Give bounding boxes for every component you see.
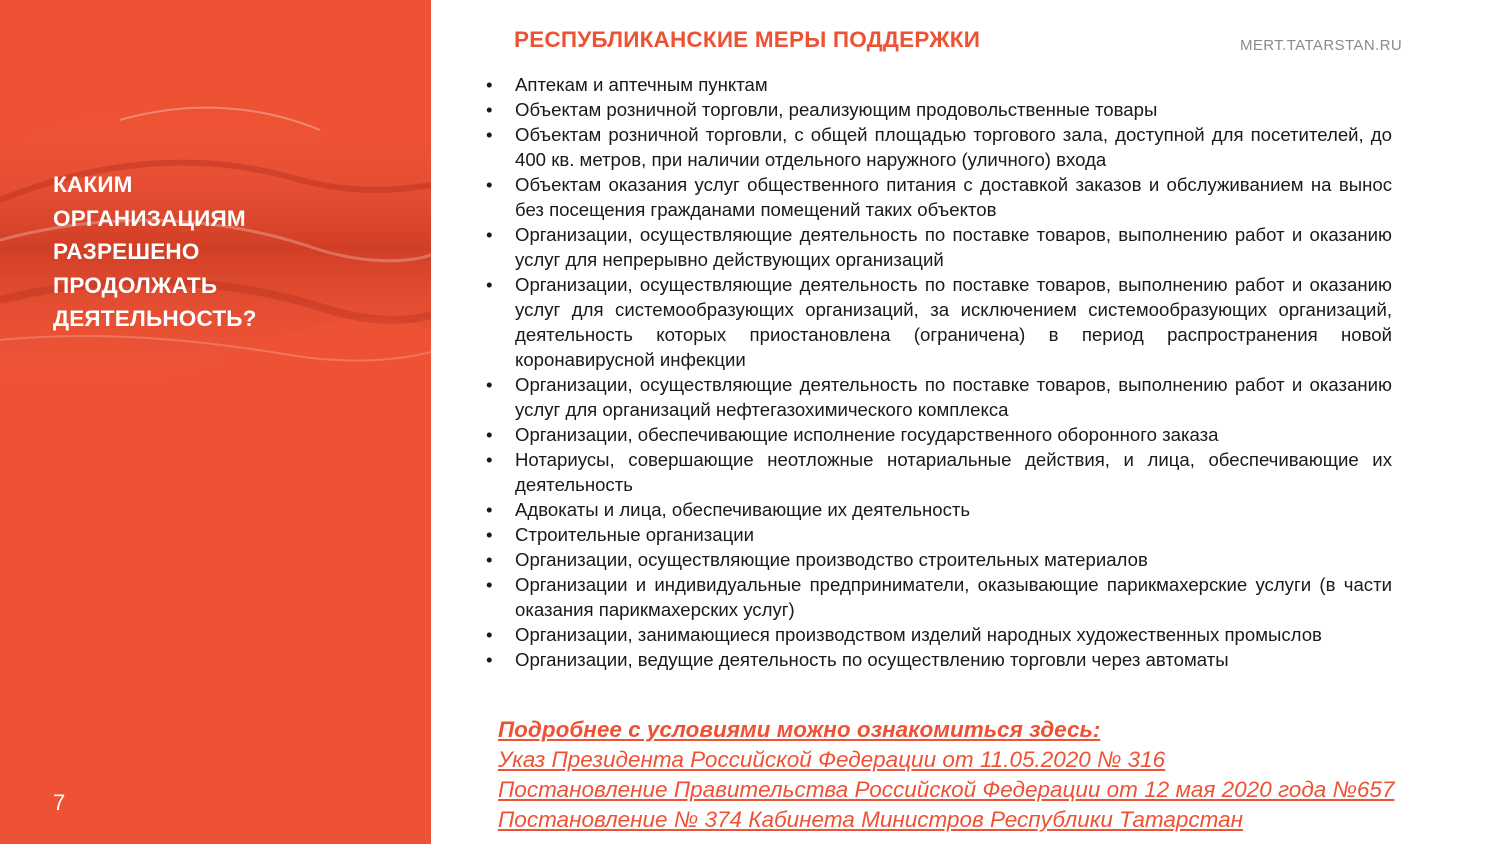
list-item: • Организации, осуществляющие деятельность по поставке товаров, выполнению работ и оказанию услуг для непрерывно действующих организаций bbox=[515, 222, 1392, 272]
heading-line: РАЗРЕШЕНО bbox=[53, 239, 200, 264]
list-item: • Объектам розничной торговли, реализующим продовольственные товары bbox=[515, 97, 1392, 122]
list-item: • Организации, осуществляющие деятельность по поставке товаров, выполнению работ и оказанию услуг для организаций нефтегазохимического комплекса bbox=[515, 372, 1392, 422]
list-item: • Организации, осуществляющие деятельность по поставке товаров, выполнению работ и оказанию услуг для системообразующих организаций, за исключением системообразующих организаций, деятельность которых приостановлена (ограничена) в период распространения новой коронавирусной инфекции bbox=[515, 272, 1392, 372]
site-url: MERT.TATARSTAN.RU bbox=[1240, 37, 1403, 54]
page-title: РЕСПУБЛИКАНСКИЕ МЕРЫ ПОДДЕРЖКИ bbox=[514, 27, 981, 52]
measures-list bbox=[515, 72, 1392, 672]
list-item: • Организации, занимающиеся производством изделий народных художественных промыслов bbox=[515, 622, 1392, 647]
list-item: • Нотариусы, совершающие неотложные нотариальные действия, и лица, обеспечивающие их деятельность bbox=[515, 447, 1392, 497]
link-presidential-decree[interactable]: Указ Президента Российской Федерации от 11.05.2020 № 316 bbox=[498, 747, 1166, 772]
brush-stroke-texture bbox=[0, 0, 431, 844]
heading-line: ПРОДОЛЖАТЬ bbox=[53, 272, 218, 298]
list-item: • Адвокаты и лица, обеспечивающие их деятельность bbox=[515, 497, 1392, 522]
list-item: • Строительные организации bbox=[515, 522, 1392, 547]
list-item: • Объектам розничной торговли, с общей площадью торгового зала, доступной для посетителей, до 400 кв. метров, при наличии отдельного наружного (уличного) входа bbox=[515, 122, 1392, 172]
list-item: • Организации, обеспечивающие исполнение государственного оборонного заказа bbox=[515, 422, 1392, 447]
link-government-resolution[interactable]: Постановление Правительства Российской Федерации от 12 мая 2020 года №657 bbox=[498, 777, 1395, 802]
list-item: • Аптекам и аптечным пунктам bbox=[515, 72, 1392, 97]
link-cabinet-resolution[interactable]: Постановление № 374 Кабинета Министров Республики Татарстан bbox=[498, 807, 1244, 832]
list-item: • Объектам оказания услуг общественного питания с доставкой заказов и обслуживанием на вынос без посещения гражданами помещений таких объектов bbox=[515, 172, 1392, 222]
heading-line: ДЕЯТЕЛЬНОСТЬ? bbox=[53, 306, 257, 331]
reference-links bbox=[498, 715, 1498, 835]
page-number: 7 bbox=[53, 790, 66, 815]
list-item: • Организации и индивидуальные предприниматели, оказывающие парикмахерские услуги (в части оказания парикмахерских услуг) bbox=[515, 572, 1392, 622]
left-panel bbox=[0, 0, 431, 844]
details-intro-text: Подробнее с условиями можно ознакомиться здесь: bbox=[498, 717, 1101, 742]
list-item: • Организации, ведущие деятельность по осуществлению торговли через автоматы bbox=[515, 647, 1392, 672]
list-item: • Организации, осуществляющие производство строительных материалов bbox=[515, 547, 1392, 572]
heading-line: ОРГАНИЗАЦИЯМ bbox=[53, 205, 246, 231]
section-question-heading bbox=[53, 168, 257, 336]
heading-line: КАКИМ bbox=[53, 172, 133, 197]
